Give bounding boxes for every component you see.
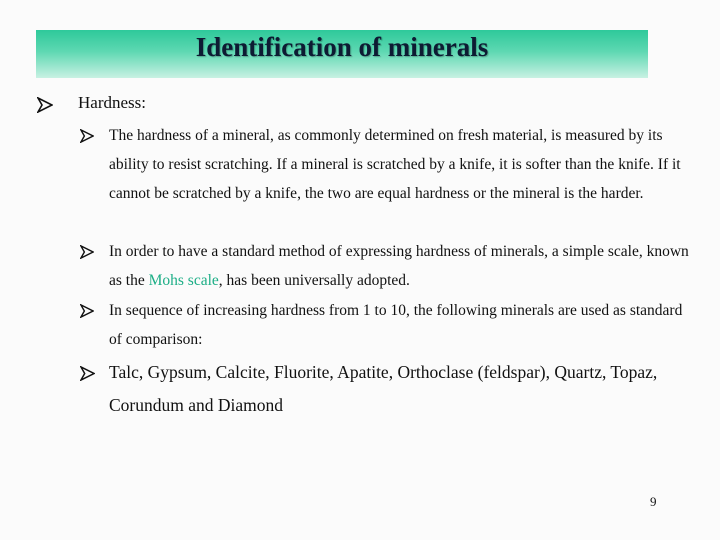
slide-title: Identification of minerals [195,32,489,62]
page-number: 9 [650,494,657,509]
hardness-heading: Hardness: [78,93,146,112]
paragraph-mineral-list: Talc, Gypsum, Calcite, Fluorite, Apatite, Orthoclase (feldspar), Quartz, Topaz, Corundum and Diamond [109,362,658,415]
paragraph-hardness-definition: The hardness of a mineral, as commonly determined on fresh material, is measured by its ability to resist scratching. If a mineral is scratched by a knife, it is softer than the knife. If it cannot be scratched by a knife, the two are equal hardness or the mineral is the harder. [109,127,681,202]
mohs-text-after: , has been universally adopted. [218,272,410,289]
paragraph-sequence: In sequence of increasing hardness from 1 to 10, the following minerals are used as standard of comparison: [109,302,683,348]
mohs-scale-highlight: Mohs scale [148,272,219,289]
title-bar [36,30,648,78]
mohs-text-before: In order to have a standard method of expressing hardness of minerals, a simple scale, known as the [109,243,689,289]
paragraph-mohs-scale [109,237,699,295]
